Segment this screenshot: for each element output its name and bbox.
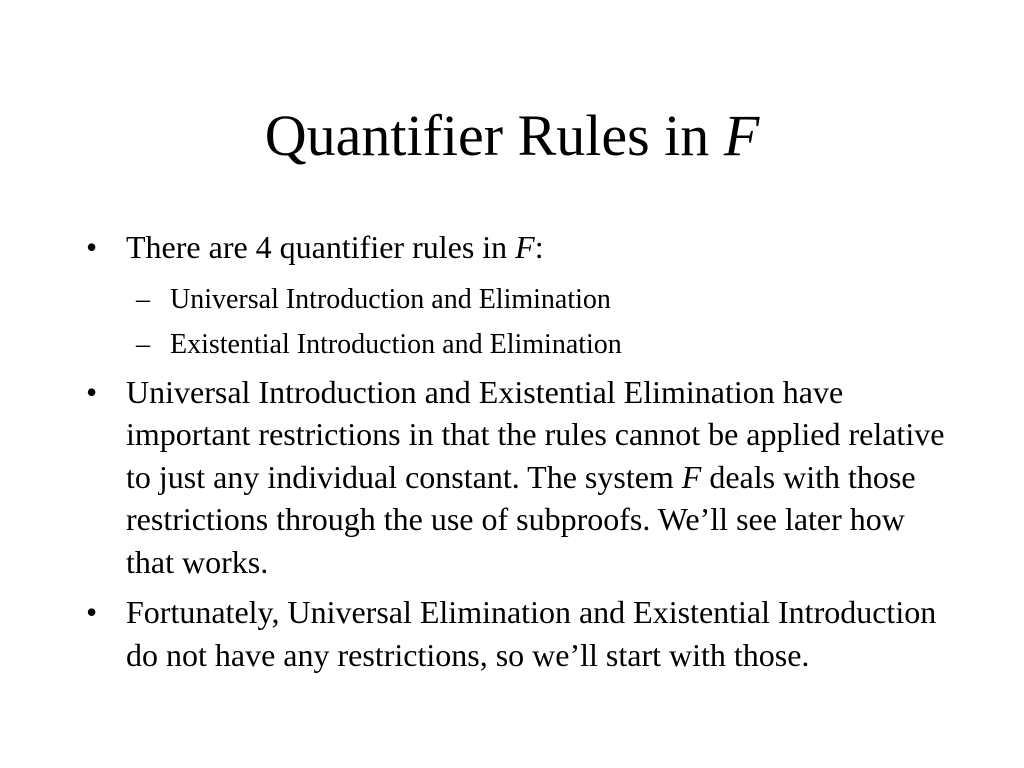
slide-title-text: Quantifier Rules in [264, 103, 724, 168]
sub-item-text: Universal Introduction and Elimination [170, 283, 611, 315]
sub-item-2 [86, 322, 946, 367]
dash-marker: – [136, 328, 150, 360]
bullet-item-2 [86, 371, 946, 584]
sub-list [86, 277, 946, 367]
sub-item-text: Existential Introduction and Elimination [170, 328, 622, 360]
bullet-text-end: deals with those restrictions through the use of subproofs. We’ll see later how that works. [126, 458, 916, 580]
bullet-item-3 [86, 591, 946, 676]
slide-body [86, 226, 946, 684]
bullet-italic: F [515, 229, 535, 265]
bullet-italic: F [681, 458, 702, 495]
bullet-text: There are 4 quantifier rules in [126, 229, 516, 265]
bullet-marker: • [86, 373, 98, 410]
bullet-text-end: : [534, 229, 544, 265]
bullet-marker: • [86, 594, 98, 630]
bullet-item-1 [86, 226, 946, 269]
slide-title [0, 102, 1024, 170]
dash-marker: – [136, 283, 150, 315]
sub-item-1 [86, 277, 946, 322]
bullet-marker: • [86, 229, 98, 265]
slide-title-italic: F [723, 103, 760, 168]
bullet-text: Universal Introduction and Existential Elimination have important restrictions in that the rules cannot be applied relative to just any individual constant. The system [126, 373, 945, 495]
bullet-text: Fortunately, Universal Elimination and Existential Introduction do not have any restrictions, so we’ll start with those. [126, 594, 937, 673]
